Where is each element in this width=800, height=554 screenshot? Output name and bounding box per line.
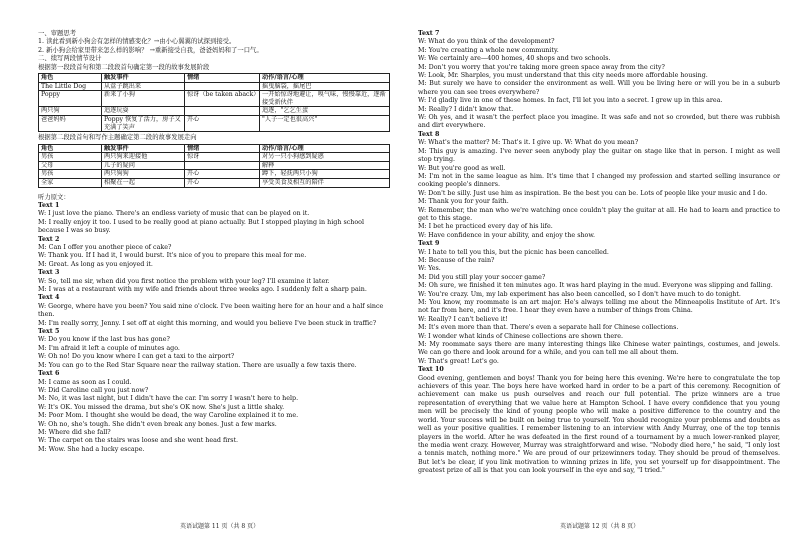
- dialogue-line: W: Do you know if the last bus has gone?: [38, 336, 170, 344]
- dialogue-line: M: Did you still play your soccer game?: [418, 273, 546, 281]
- dialogue-line: W: Thank you. If I had it, I would burst. It's nice of you to prepare this meal for me.: [38, 252, 307, 260]
- dialogue-line: W: Look, Mr. Sharples, you must understand that this city needs more affordable housing.: [418, 72, 708, 80]
- table-cell: 开心: [185, 178, 260, 187]
- table-row: [39, 153, 390, 162]
- dialogue-line: M: I'm afraid it left a couple of minutes ago.: [38, 344, 180, 352]
- intro-line: 1. 读此看到新小狗会有怎样的情感变化？→由小心翼翼的试探到接受。: [38, 38, 236, 46]
- dialogue-line: W: You're crazy. Um, my lab experiment has also been cancelled, so I don't have much to do tonight.: [418, 290, 741, 298]
- dialogue-line: M: No, it was last night, but I didn't have the car. I'm sorry I wasn't here to help.: [38, 395, 299, 403]
- intro-line: 一、审题思考: [38, 30, 77, 37]
- table-cell: 对另一只小狗感到疑惑: [260, 153, 390, 162]
- table-row: [39, 116, 390, 132]
- table-header: 角色: [39, 144, 102, 153]
- text-heading: Text 4: [38, 294, 60, 302]
- table-cell: 开心: [185, 116, 260, 132]
- dialogue-line: M: Don't you worry that you're taking more green space away from the city?: [418, 63, 665, 71]
- dialogue-line: W: That's great! Let's go.: [418, 357, 499, 365]
- table-cell: 两只狗: [39, 107, 102, 116]
- dialogue-line: M: This guy is amazing. I've never seen anybody play the guitar on stage like that in person. I might as well stop trying.: [418, 147, 780, 164]
- dialogue-line: M: I'm not in the same league as him. It's time that I changed my profession and started selling insurance or cooking people's dinners.: [418, 172, 780, 189]
- text-heading: Text 7: [418, 30, 440, 37]
- listening-texts-right: [418, 30, 780, 476]
- table-cell: 蹲下，轻抚两只小狗: [260, 170, 390, 179]
- table-header: 触发事件: [102, 74, 185, 83]
- table-cell: Poppy: [39, 91, 102, 107]
- table-cell: 惊讶（be taken aback）: [185, 91, 260, 107]
- table-cell: 儿子的疑问: [102, 161, 185, 170]
- table-cell: 爸爸妈妈: [39, 116, 102, 132]
- text-heading: Text 8: [418, 130, 440, 138]
- table-cell: [185, 107, 260, 116]
- text-heading: Text 1: [38, 201, 60, 209]
- table-header: 角色: [39, 74, 102, 83]
- listening-texts-left: [38, 202, 390, 454]
- dialogue-line: M: I came as soon as I could.: [38, 378, 132, 386]
- table-header: 动作/语言/心理: [260, 74, 390, 83]
- table-row: [39, 91, 390, 107]
- table-cell: 一开始惊讶地避让，嗅气味，慢慢靠近，逐渐接受新伙伴: [260, 91, 390, 107]
- table-header: 动作/语言/心理: [260, 144, 390, 153]
- dialogue-line: Good evening, gentlemen and boys! Thank you for being here this evening. We're here to congratulate the top achievers of this year. The boys here have worked hard in order to be a part of this ceremony. Recognition of achievement can make us push ourselves and reach our full potential. The prize winners are a true representation of everything that we value here at Hampton School. I have every confidence that you young men will be precisely the kind of young people who will make a positive difference to the country and the world. Your success will be built on being true to yourself. You should recognize your problems and doubts as well as your positive qualities. I remember listening to an interview with Andy Murray, one of the top tennis players in the world. After he was defeated in the first round of a tournament by a much lower-ranked player, the media went crazy. However, Murray was straightforward and wise. "Nobody died here," he said, "I only lost a tennis match, nothing more." We are proud of our prizewinners today. They should be proud of themselves. But let's be clear, if you link motivation to winning prizes in life, you set yourself up for disappointment. The greatest prize of all is that you can look yourself in the eye and say, "I tried.": [418, 374, 780, 475]
- dialogue-line: M: Where did she fall?: [38, 428, 111, 436]
- dialogue-line: M: But surely we have to consider the environment as well. Will you be living here or will you be in a suburb where you can see trees everywhere?: [418, 80, 780, 96]
- dialogue-line: M: Really? I didn't know that.: [418, 105, 514, 113]
- dialogue-line: W: Have confidence in your ability, and enjoy the show.: [418, 231, 596, 239]
- table-row: [39, 170, 390, 179]
- table-cell: "人子一定也很高兴": [260, 116, 390, 132]
- dialogue-line: M: Because of the rain?: [418, 256, 495, 264]
- dialogue-line: M: It's even more than that. There's even a separate hall for Chinese collections.: [418, 324, 679, 332]
- table-cell: 两只狗狗: [102, 170, 185, 179]
- dialogue-line: W: Oh no, she's tough. She didn't even break any bones. Just a few marks.: [38, 420, 277, 428]
- dialogue-line: W: I'd gladly live in one of these homes. In fact, I'll let you into a secret. I grew up in this area.: [418, 97, 723, 105]
- table-cell: 从盒子跳出来: [102, 82, 185, 91]
- table-cell: 新来了小狗: [102, 91, 185, 107]
- table-cell: 开心: [185, 170, 260, 179]
- table-cell: 享受美食及相互的陪伴: [260, 178, 390, 187]
- intro-line: 根据第一段段首句和第二段段首句确定第一段的故事发展阶段: [38, 63, 210, 71]
- intro-section: [38, 30, 390, 72]
- text-heading: Text 3: [38, 269, 60, 277]
- table-row: [39, 107, 390, 116]
- dialogue-line: W: Remember, the man who we're watching once couldn't play the guitar at all. He had to learn and practice to get to this stage.: [418, 206, 780, 222]
- text-heading: Text 2: [38, 235, 60, 243]
- dialogue-line: W: Don't be silly. Just use him as inspiration. Be the best you can be. Lots of people like your music and I do.: [418, 189, 768, 197]
- table-cell: 追逐玩耍: [102, 107, 185, 116]
- dialogue-line: M: Wow. She had a lucky escape.: [38, 445, 145, 453]
- intro-line: 二、续写两段情节设计: [38, 55, 102, 63]
- table-cell: 追逐，"乞乞生蛋: [260, 107, 390, 116]
- table-row: [39, 82, 390, 91]
- dialogue-line: W: Oh no! Do you know where I can get a taxi to the airport?: [38, 353, 235, 361]
- plot-table-1: [38, 73, 390, 132]
- dialogue-line: W: Yes.: [418, 265, 441, 273]
- left-column: [38, 30, 390, 454]
- dialogue-line: W: What do you think of the development?: [418, 38, 555, 46]
- dialogue-line: W: I wonder what kinds of Chinese collections are shown there.: [418, 332, 623, 340]
- dialogue-line: M: I really enjoy it too. I used to be really good at piano actually. But I stopped playing in high school because I was so busy.: [38, 218, 364, 235]
- dialogue-line: W: So, tell me sir, when did you first notice the problem with your leg? I'll examine it later.: [38, 277, 330, 285]
- dialogue-line: M: Great. As long as you enjoyed it.: [38, 260, 153, 268]
- intro-line: 2. 新小狗会给家里带来怎么样的影响？ →重新接受自我，爸爸妈妈和了一口气。: [38, 46, 263, 54]
- table-cell: 解释: [260, 161, 390, 170]
- page-footer-left: 英语试题第 11 页（共 8 页）: [180, 523, 260, 530]
- table2-caption: 根据第二段段首句和写作主题确定第二段的故事发展走向: [38, 134, 197, 142]
- table-cell: 两只狗来迎接他: [102, 153, 185, 162]
- dialogue-line: M: I'm really sorry, Jenny. I set off at eight this morning, and would you believe I've been stuck in traffic?: [38, 319, 377, 327]
- text-heading: Text 10: [418, 366, 444, 374]
- table-cell: 全家: [39, 178, 102, 187]
- dialogue-line: M: I bet he practiced every day of his life.: [418, 223, 553, 231]
- table-cell: 男孩: [39, 170, 102, 179]
- table-cell: Poppy 恢复了活力，房子又充满了笑声: [102, 116, 185, 132]
- dialogue-line: W: We certainly are—400 homes, 40 shops and two schools.: [418, 55, 611, 63]
- dialogue-line: M: I was at a restaurant with my wife and friends about three weeks ago. I suddenly felt a sharp pain.: [38, 286, 367, 294]
- table-header: 情绪: [185, 74, 260, 83]
- table-row: [39, 178, 390, 187]
- dialogue-line: M: You're creating a whole new community.: [418, 46, 559, 54]
- dialogue-line: W: Did Caroline call you just now?: [38, 386, 149, 394]
- table-row: [39, 161, 390, 170]
- dialogue-line: M: Poor Mom. I thought she would be dead, the way Caroline explained it to me.: [38, 412, 299, 420]
- plot-table-2: [38, 144, 390, 188]
- dialogue-line: M: Thank you for your faith.: [418, 198, 509, 206]
- dialogue-line: W: What's the matter? M: That's it. I give up. W: What do you mean?: [418, 139, 639, 147]
- dialogue-line: W: Really? I can't believe it!: [418, 315, 508, 323]
- dialogue-line: W: George, where have you been? You said nine o'clock. I've been waiting here for an hour and a half since then.: [38, 302, 384, 319]
- table-cell: [185, 161, 260, 170]
- table-cell: 男孩: [39, 153, 102, 162]
- dialogue-line: M: Oh sure, we finished it ten minutes ago. It was hard playing in the mud. Everyone was slipping and falling.: [418, 282, 773, 290]
- dialogue-line: W: It's OK. You missed the drama, but she's OK now. She's just a little shaky.: [38, 403, 285, 411]
- dialogue-line: M: You can go to the Red Star Square near the railway station. There are usually a few taxis there.: [38, 361, 357, 369]
- dialogue-line: W: But you're good as well.: [418, 164, 506, 172]
- dialogue-line: W: I just love the piano. There's an endless variety of music that can be played on it.: [38, 210, 310, 218]
- dialogue-line: M: You know, my roommate is an art major. He's always telling me about the Minneapolis Institute of Art. It's not far from here, and it's free. I hear they even have a number of things from China.: [418, 299, 780, 315]
- dialogue-line: M: My roommate says there are many interesting things like Chinese water paintings, costumes, and jewels. We can go there and look around for a while, and you can tell me all about them.: [418, 341, 780, 357]
- table-cell: 摇曳脑袋，摇尾巴: [260, 82, 390, 91]
- table-cell: 父母: [39, 161, 102, 170]
- page-footer-right: 英语试题第 12 页（共 8 页）: [560, 523, 640, 530]
- right-column: [418, 30, 780, 476]
- table-header: 触发事件: [102, 144, 185, 153]
- text-heading: Text 6: [38, 370, 60, 378]
- table-cell: 惊讶: [185, 153, 260, 162]
- dialogue-line: W: I hate to tell you this, but the picnic has been cancelled.: [418, 248, 609, 256]
- text-heading: Text 9: [418, 240, 440, 248]
- text-heading: Text 5: [38, 328, 60, 336]
- dialogue-line: M: Can I offer you another piece of cake?: [38, 244, 172, 251]
- table-cell: [185, 82, 260, 91]
- table-cell: The Little Dog: [39, 82, 102, 91]
- table-cell: 相聚在一起: [102, 178, 185, 187]
- script-title: 听力原文：: [38, 193, 70, 201]
- dialogue-line: W: Oh yes, and it wasn't the perfect place you imagine. It was safe and not so crowded, but there was rubbish and dirt everywhere.: [418, 114, 780, 130]
- table-header: 情绪: [185, 144, 260, 153]
- dialogue-line: W: The carpet on the stairs was loose and she went head first.: [38, 437, 239, 445]
